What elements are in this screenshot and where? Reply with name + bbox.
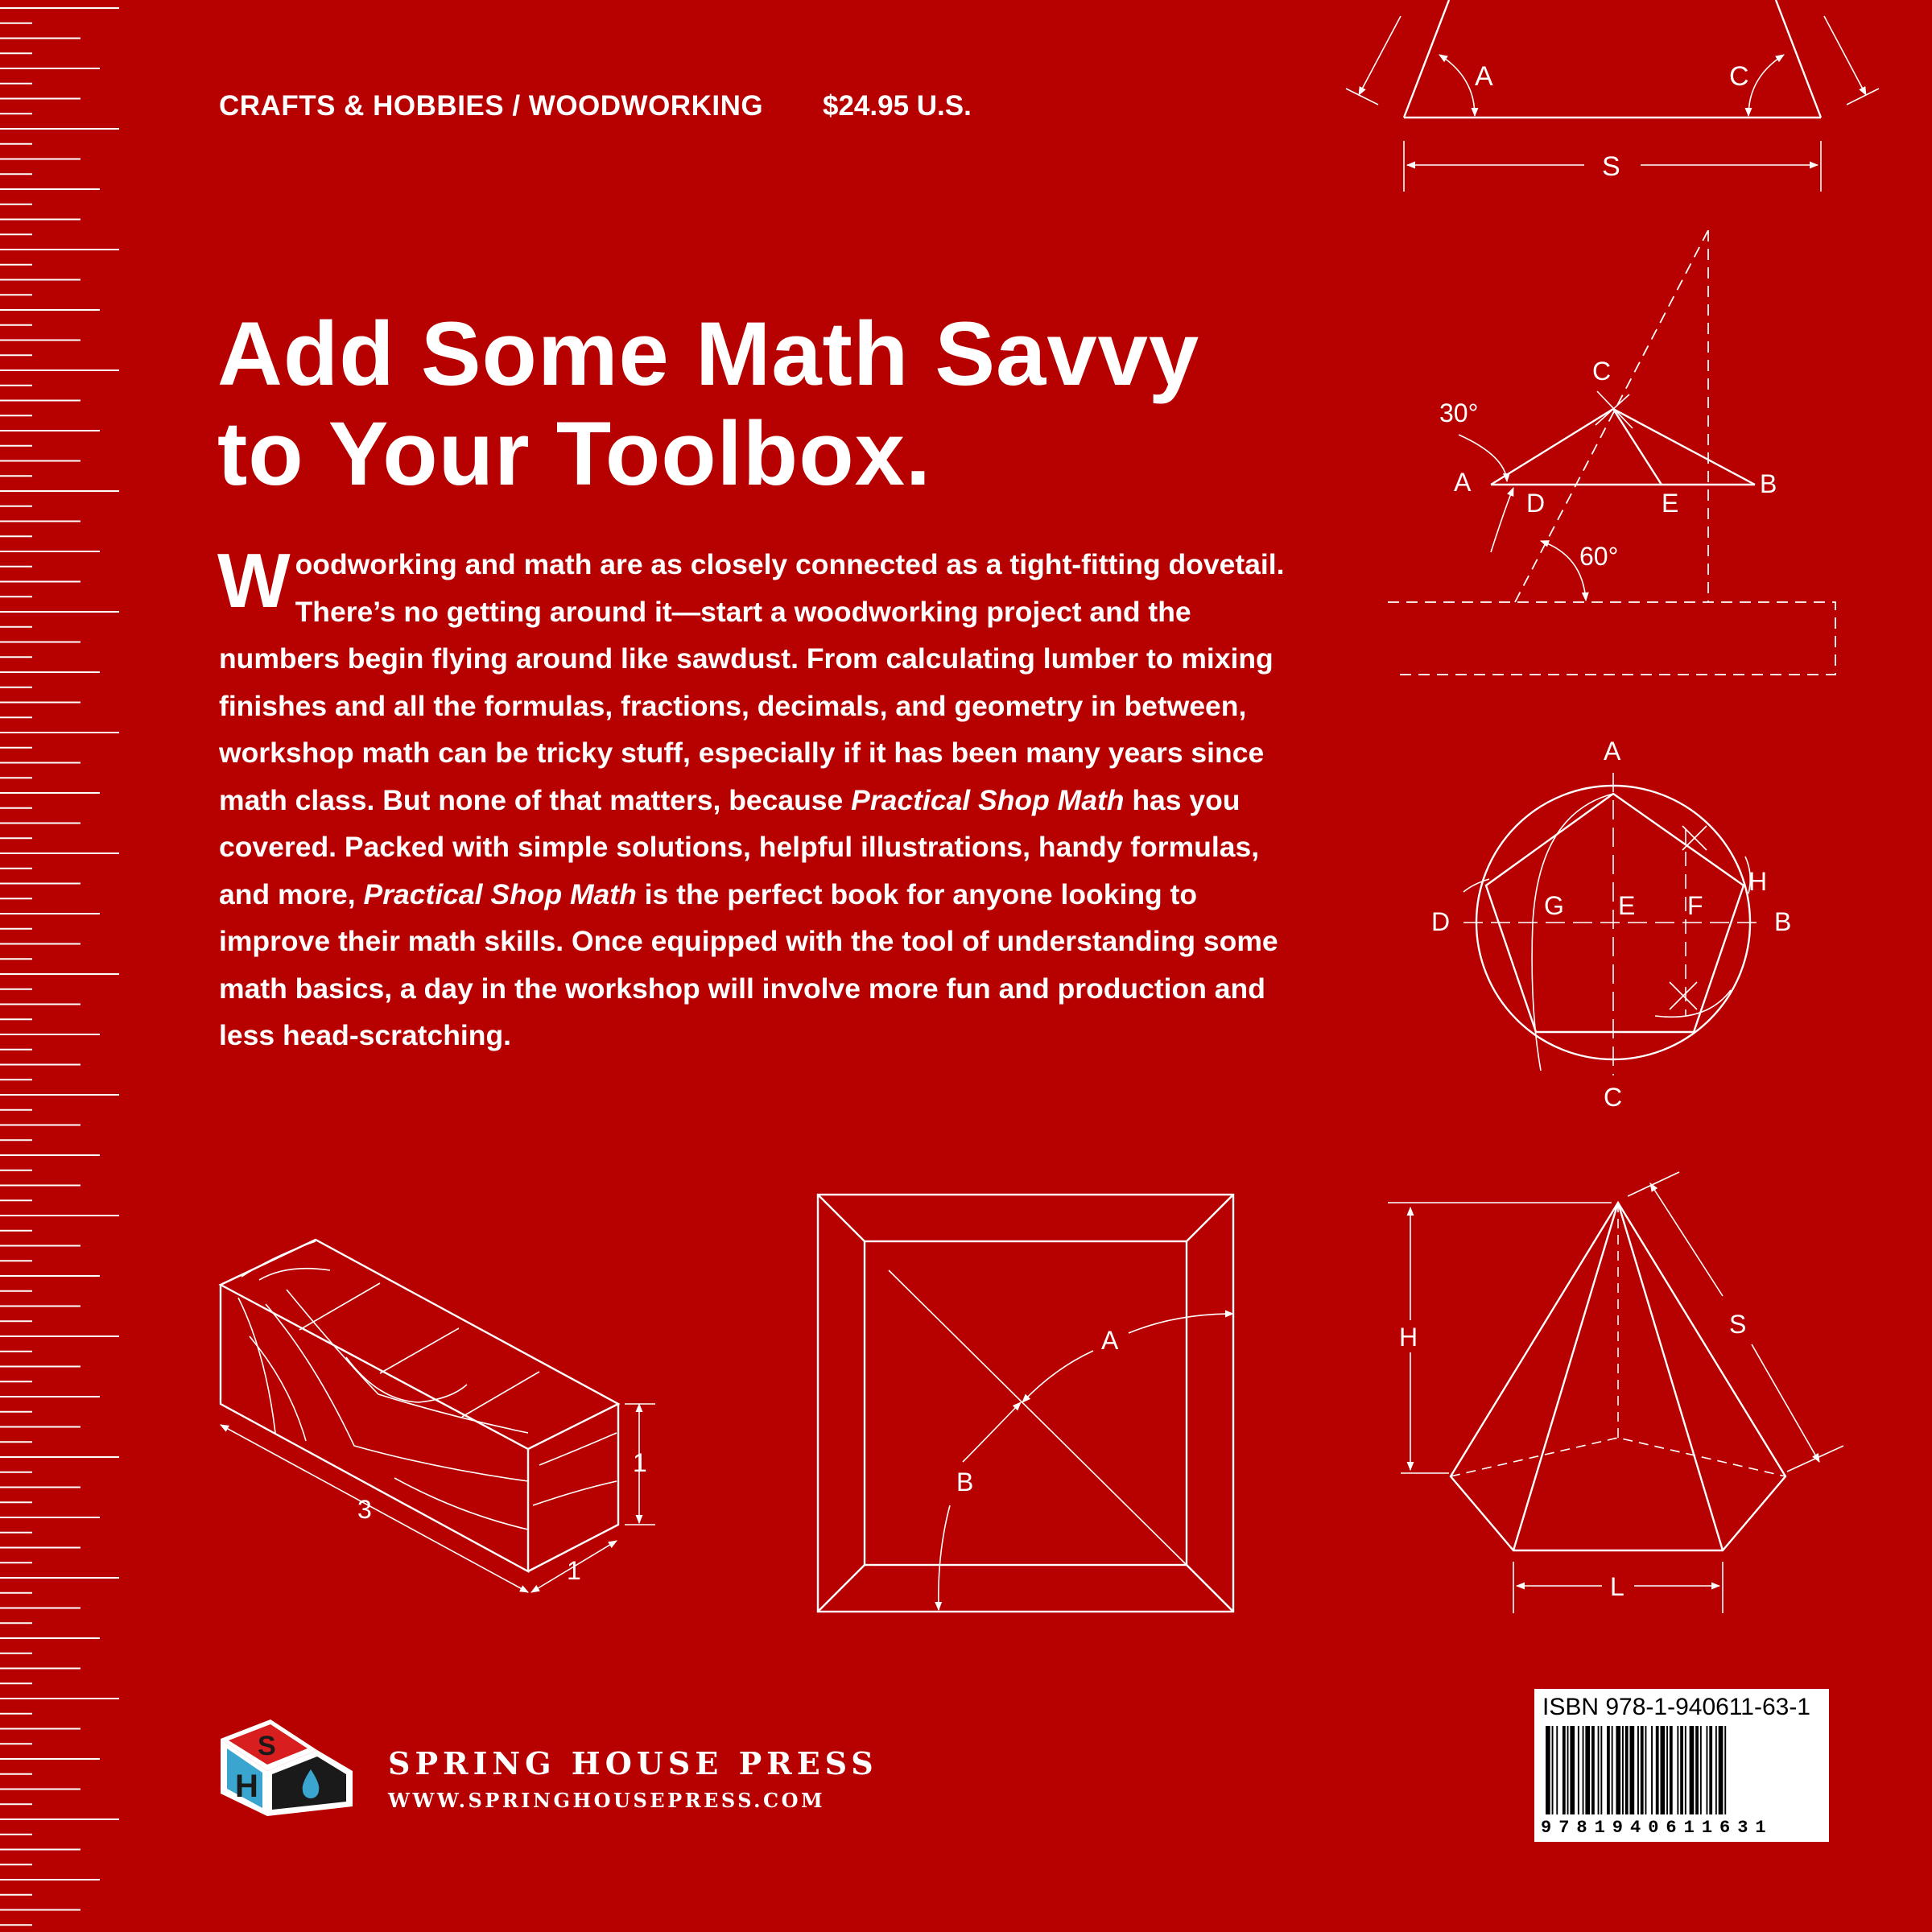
barcode-bar — [1680, 1726, 1683, 1814]
trap-label-s: S — [1602, 151, 1620, 182]
tri-label-a: A — [1454, 468, 1472, 497]
frame-diagram — [818, 1195, 1233, 1612]
frame-label-b: B — [956, 1468, 974, 1496]
barcode-bar — [1600, 1726, 1602, 1814]
pent-label-e: E — [1618, 891, 1636, 920]
trap-label-c: C — [1729, 61, 1749, 92]
isbn-barcode — [1534, 1689, 1829, 1842]
triangle-construction-diagram — [1388, 230, 1835, 675]
pent-label-a: A — [1604, 737, 1621, 766]
barcode-bar — [1677, 1726, 1678, 1814]
headline-line-2: to Your Toolbox. — [217, 403, 932, 504]
trap-label-a: A — [1475, 61, 1493, 92]
barcode-bar — [1641, 1726, 1644, 1814]
barcode-bar — [1700, 1726, 1702, 1814]
book-title-1: Practical Shop Math — [851, 783, 1125, 816]
headline-line-1: Add Some Math Savvy — [217, 303, 1200, 404]
pyr-label-h: H — [1399, 1323, 1418, 1352]
barcode-bar — [1591, 1726, 1595, 1814]
barcode-bar — [1651, 1726, 1653, 1814]
description-part-1: oodworking and math are as closely connected as a tight-fitting dovetail. There’s no getting around it—start a woodworking project and the numbers begin flying around like sawdust. From calculating lumber to mixing finishes and all the formulas, fractions, decimals, and geometry in between, workshop math can be tricky stuff, especially if it has been many years since math class. But none of that matters, because — [219, 548, 1285, 816]
barcode-bar — [1630, 1726, 1635, 1814]
barcode-bar — [1690, 1726, 1695, 1814]
barcode-bar — [1563, 1726, 1566, 1814]
block-label-depth: 1 — [567, 1556, 581, 1585]
pent-label-h: H — [1748, 867, 1768, 896]
barcode-bar — [1695, 1726, 1699, 1814]
frame-label-a: A — [1101, 1326, 1119, 1355]
barcode-bar — [1719, 1726, 1724, 1814]
barcode-bar — [1637, 1726, 1639, 1814]
logo-letter-h: H — [235, 1769, 258, 1804]
pyr-label-l: L — [1610, 1572, 1624, 1601]
pent-label-b: B — [1774, 907, 1792, 936]
barcode-bar — [1670, 1726, 1673, 1814]
price-label: $24.95 U.S. — [823, 90, 972, 122]
pentagon-diagram — [1431, 737, 1791, 1112]
tri-label-c: C — [1592, 357, 1612, 386]
pyr-label-s: S — [1729, 1310, 1747, 1339]
barcode-bar — [1556, 1726, 1558, 1814]
barcode-bar — [1707, 1726, 1708, 1814]
tri-label-e: E — [1662, 489, 1679, 518]
block-label-length: 3 — [357, 1495, 372, 1524]
publisher-name: SPRING HOUSE PRESS — [388, 1745, 878, 1781]
description-part-2: has you covered. Packed with simple solutions, helpful illustrations, handy formulas, and more, — [219, 783, 1260, 910]
spring-house-logo — [217, 1703, 362, 1824]
description-part-3: is the perfect book for anyone looking to improve their math skills. Once equipped with the tool of understanding some math basics, a day in the workshop will involve more fun and production and less head-scratching. — [219, 877, 1278, 1051]
barcode-bar — [1585, 1726, 1590, 1814]
barcode-bar — [1567, 1726, 1569, 1814]
barcode-digits: 9781940611631 — [1541, 1818, 1773, 1838]
tri-label-60: 60° — [1579, 542, 1619, 571]
isbn-number: ISBN 978-1-940611-63-1 — [1542, 1694, 1810, 1720]
barcode-bar — [1607, 1726, 1610, 1814]
barcode-bar — [1616, 1726, 1620, 1814]
barcode-bar — [1715, 1726, 1717, 1814]
tri-label-d: D — [1526, 489, 1546, 518]
tri-label-30: 30° — [1439, 398, 1479, 427]
barcode-bar — [1625, 1726, 1629, 1814]
tri-label-b: B — [1760, 469, 1777, 498]
publisher-url: WWW.SPRINGHOUSEPRESS.COM — [388, 1789, 826, 1812]
barcode-bar — [1685, 1726, 1686, 1814]
barcode-bar — [1645, 1726, 1647, 1814]
block-label-height: 1 — [633, 1448, 647, 1477]
pent-label-g: G — [1544, 891, 1564, 920]
trapezoid-diagram — [1346, 0, 1879, 192]
barcode-bar — [1578, 1726, 1579, 1814]
barcode-bar — [1724, 1726, 1726, 1814]
category-label: CRAFTS & HOBBIES / WOODWORKING — [219, 90, 764, 122]
barcode-bar — [1598, 1726, 1600, 1814]
logo-letter-s: S — [258, 1731, 276, 1761]
barcode-bar — [1570, 1726, 1575, 1814]
pent-label-c: C — [1604, 1083, 1623, 1112]
barcode-bar — [1583, 1726, 1584, 1814]
drop-cap: W — [217, 538, 291, 624]
wood-block-diagram — [221, 1240, 655, 1592]
barcode-bar — [1612, 1726, 1613, 1814]
barcode-bar — [1656, 1726, 1659, 1814]
barcode-bar — [1552, 1726, 1554, 1814]
barcode-bar — [1666, 1726, 1668, 1814]
barcode-bar — [1622, 1726, 1624, 1814]
barcode-bar — [1709, 1726, 1712, 1814]
pent-label-d: D — [1431, 907, 1451, 936]
book-title-2: Practical Shop Math — [363, 877, 637, 910]
pent-label-f: F — [1687, 891, 1703, 920]
barcode-bar — [1661, 1726, 1666, 1814]
pyramid-diagram — [1388, 1172, 1843, 1613]
barcode-bar — [1546, 1726, 1550, 1814]
